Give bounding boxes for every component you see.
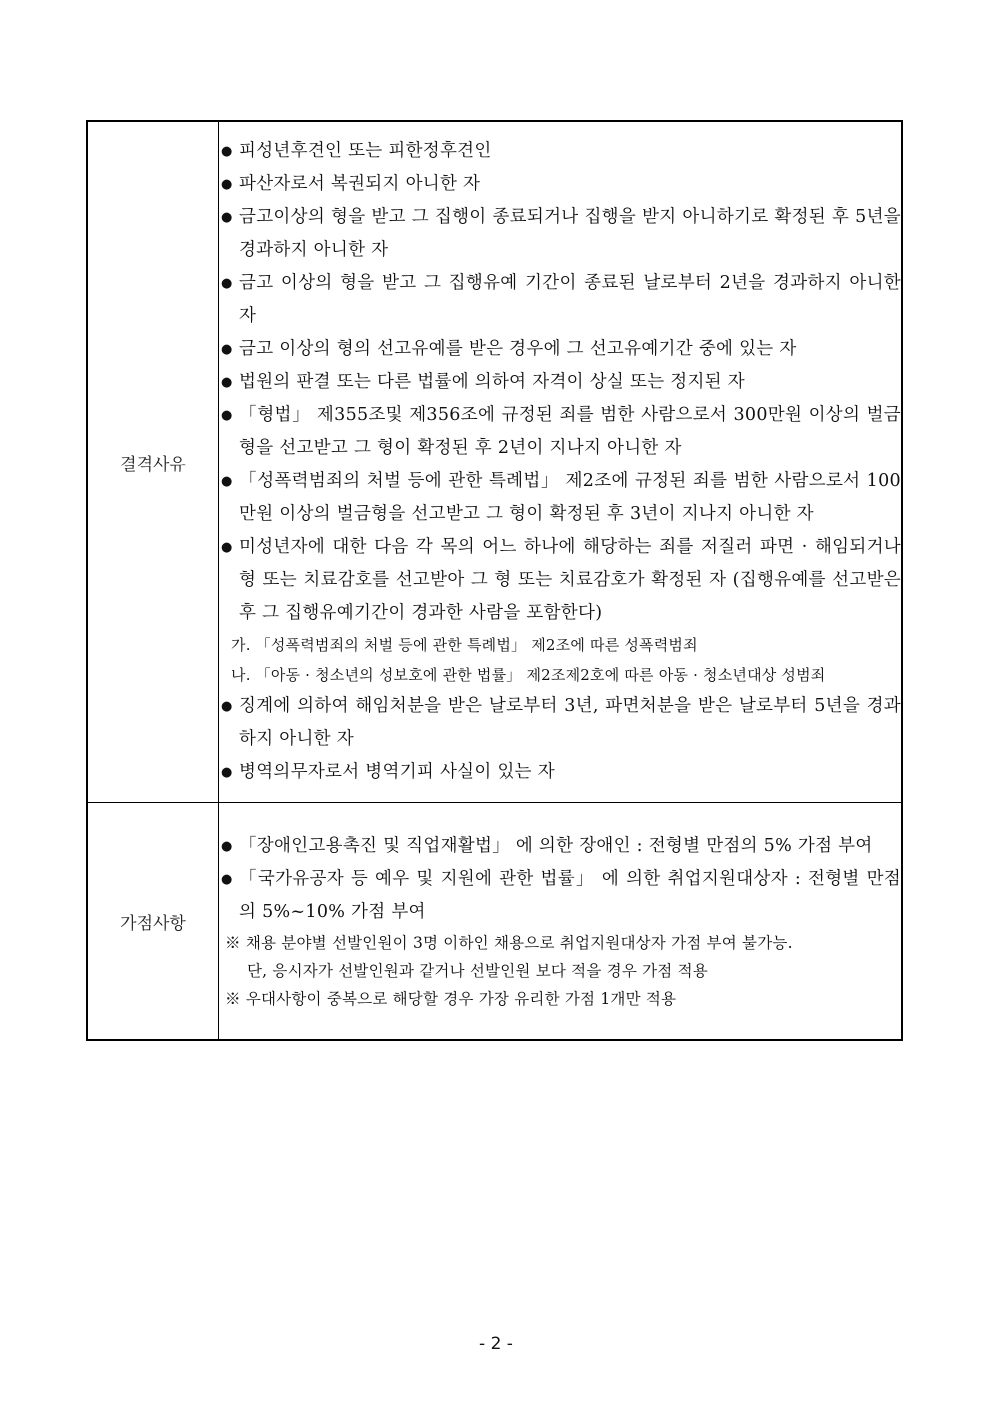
list-item: ● 징계에 의하여 해임처분을 받은 날로부터 3년, 파면처분을 받은 날로부터 5년을 경과하지 아니한 자 bbox=[219, 690, 901, 756]
list-item: ● 「장애인고용촉진 및 직업재활법」 에 의한 장애인 : 전형별 만점의 5% 가점 부여 bbox=[219, 830, 901, 863]
list-item: ● 미성년자에 대한 다음 각 목의 어느 하나에 해당하는 죄를 저질러 파면 · 해임되거나 형 또는 치료감호를 선고받아 그 형 또는 치료감호가 확정된 자 (집행유예를 선고받은 후 그 집행유예기간이 경과한 사람을 포함한다) bbox=[219, 531, 901, 630]
bullet-icon: ● bbox=[221, 765, 233, 780]
table-row-disqualification bbox=[87, 121, 902, 803]
bullet-icon: ● bbox=[221, 699, 233, 714]
sub-item: 가. 「성폭력범죄의 처벌 등에 관한 특례법」 제2조에 따른 성폭력범죄 bbox=[231, 636, 698, 654]
bullet-icon: ● bbox=[221, 474, 233, 489]
list-item: ● 「성폭력범죄의 처벌 등에 관한 특례법」 제2조에 규정된 죄를 범한 사람으로서 100만원 이상의 벌금형을 선고받고 그 형이 확정된 후 3년이 지나지 아니한 자 bbox=[219, 465, 901, 531]
note-continuation: 단, 응시자가 선발인원과 같거나 선발인원 보다 적을 경우 가점 적용 bbox=[247, 961, 708, 980]
row-label-disqualification: 결격사유 bbox=[87, 121, 219, 803]
list-item: ● 「국가유공자 등 예우 및 지원에 관한 법률」 에 의한 취업지원대상자 : 전형별 만점의 5%~10% 가점 부여 bbox=[219, 863, 901, 929]
note: ※ 우대사항이 중복으로 해당할 경우 가장 유리한 가점 1개만 적용 bbox=[225, 989, 677, 1008]
list-item: ● 금고 이상의 형을 받고 그 집행유예 기간이 종료된 날로부터 2년을 경과하지 아니한 자 bbox=[219, 267, 901, 333]
list-item: ● 금고 이상의 형의 선고유예를 받은 경우에 그 선고유예기간 중에 있는 자 bbox=[219, 333, 901, 366]
bullet-icon: ● bbox=[221, 871, 233, 887]
bonus-points-content bbox=[219, 803, 903, 1041]
requirements-table bbox=[86, 120, 903, 1041]
list-item: ● 피성년후견인 또는 피한정후견인 bbox=[219, 135, 901, 168]
row-label-bonus-points: 가점사항 bbox=[87, 803, 219, 1041]
sub-item: 나. 「아동 · 청소년의 성보호에 관한 법률」 제2조제2호에 따른 아동 · 청소년대상 성범죄 bbox=[231, 666, 826, 684]
list-item: ● 「형법」 제355조및 제356조에 규정된 죄를 범한 사람으로서 300만원 이상의 벌금형을 선고받고 그 형이 확정된 후 2년이 지나지 아니한 자 bbox=[219, 399, 901, 465]
bullet-icon: ● bbox=[221, 540, 233, 555]
page-number: - 2 - bbox=[479, 1334, 513, 1354]
bullet-icon: ● bbox=[221, 838, 233, 854]
list-item: ● 병역의무자로서 병역기피 사실이 있는 자 bbox=[219, 756, 901, 789]
disqualification-content bbox=[219, 121, 903, 803]
bullet-icon: ● bbox=[221, 375, 233, 390]
bullet-icon: ● bbox=[221, 210, 233, 225]
note: ※ 채용 분야별 선발인원이 3명 이하인 채용으로 취업지원대상자 가점 부여 불가능. bbox=[225, 933, 793, 952]
table-row-bonus-points bbox=[87, 803, 902, 1041]
list-item: ● 파산자로서 복권되지 아니한 자 bbox=[219, 168, 901, 201]
list-item: ● 금고이상의 형을 받고 그 집행이 종료되거나 집행을 받지 아니하기로 확정된 후 5년을 경과하지 아니한 자 bbox=[219, 201, 901, 267]
bullet-icon: ● bbox=[221, 177, 233, 192]
bullet-icon: ● bbox=[221, 276, 233, 291]
bullet-icon: ● bbox=[221, 144, 233, 159]
list-item: ● 법원의 판결 또는 다른 법률에 의하여 자격이 상실 또는 정지된 자 bbox=[219, 366, 901, 399]
bullet-icon: ● bbox=[221, 342, 233, 357]
bullet-icon: ● bbox=[221, 408, 233, 423]
